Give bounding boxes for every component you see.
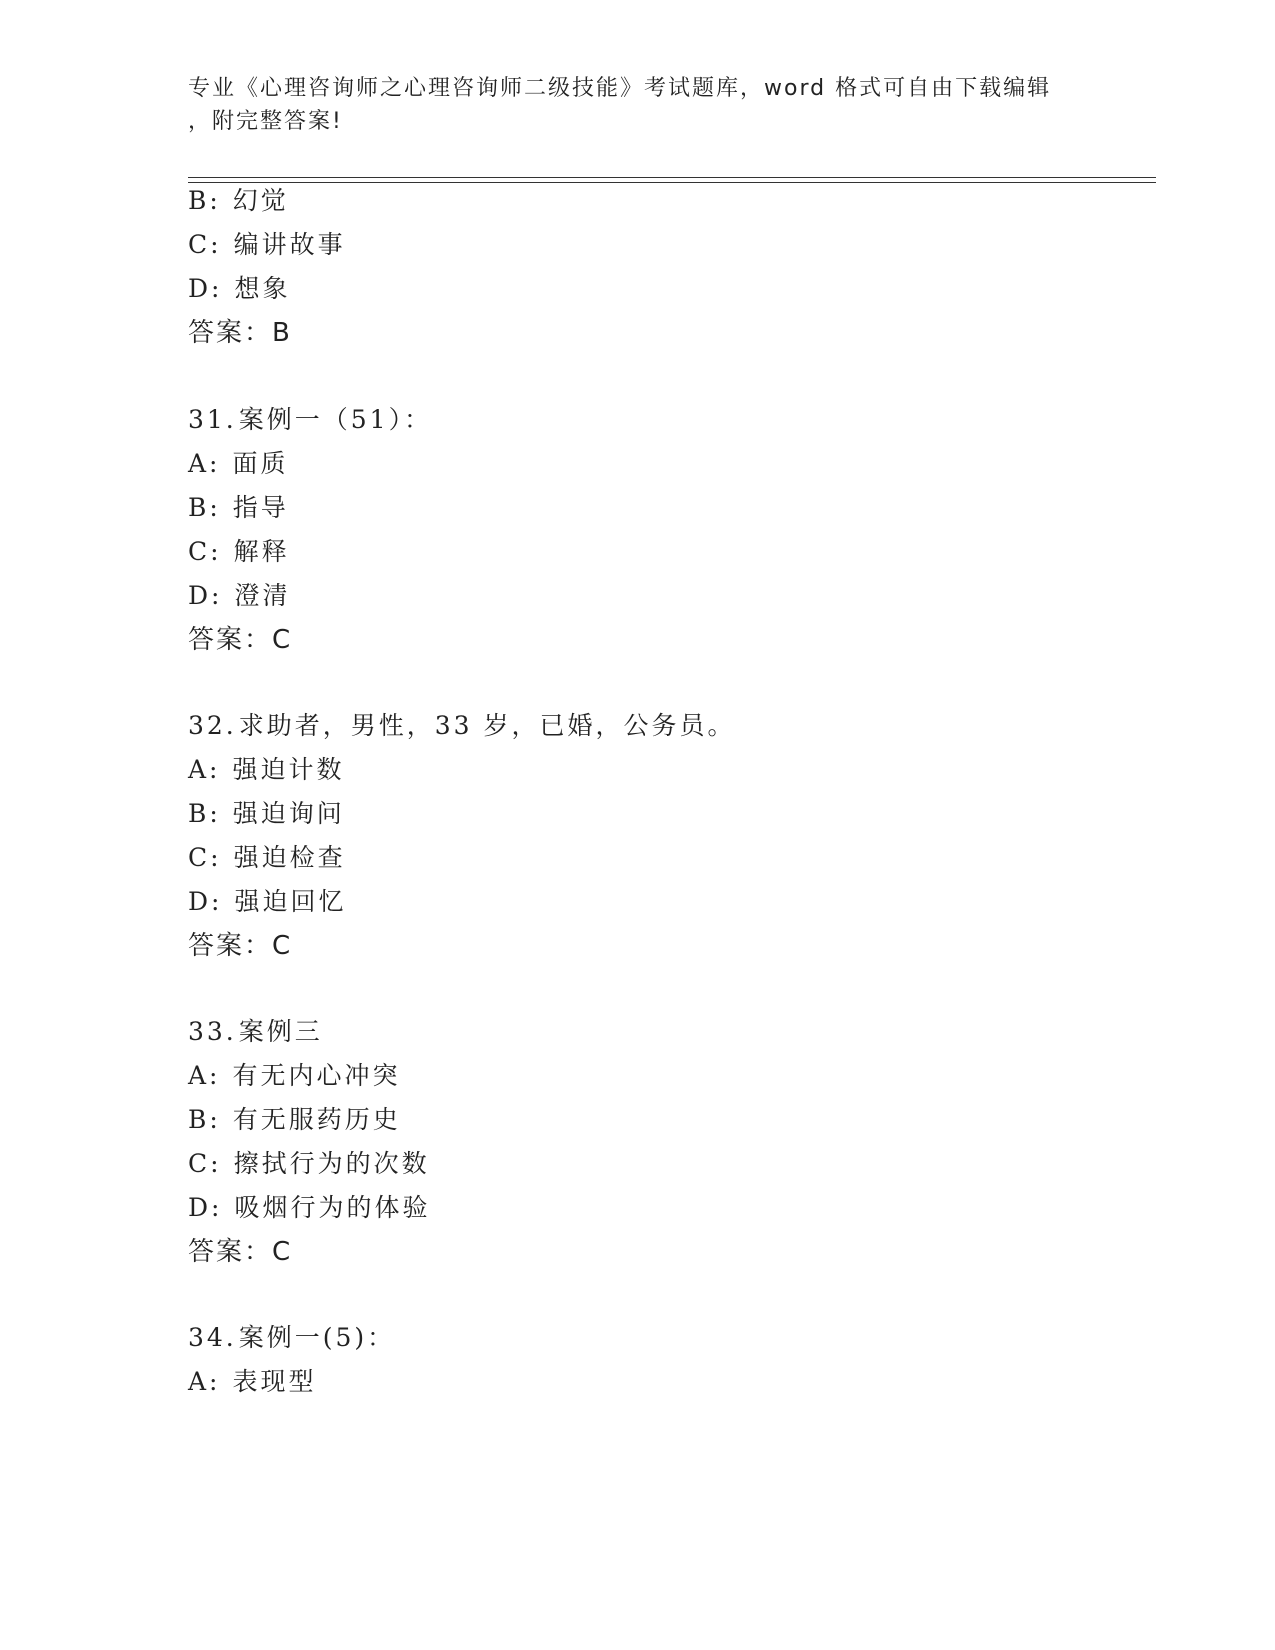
option-a <box>188 449 289 479</box>
option-label: D: <box>188 274 223 303</box>
option-b <box>188 493 289 523</box>
option-label: D: <box>188 581 223 610</box>
option-label: C: <box>188 1149 222 1178</box>
document-header <box>188 72 1088 138</box>
option-text: 幻觉 <box>232 186 289 215</box>
option-d <box>188 887 346 917</box>
option-d <box>188 1193 430 1223</box>
question-number: 34. <box>188 1323 237 1352</box>
option-label: C: <box>188 537 222 566</box>
option-text: 擦拭行为的次数 <box>233 1149 430 1178</box>
option-label: C: <box>188 843 222 872</box>
option-text: 强迫询问 <box>232 799 345 828</box>
option-a <box>188 755 345 785</box>
option-d <box>188 274 290 304</box>
option-label: A: <box>188 1061 221 1090</box>
option-text: 面质 <box>232 449 289 478</box>
option-label: B: <box>188 493 221 522</box>
header-divider-bottom <box>188 182 1156 183</box>
option-label: D: <box>188 887 223 916</box>
header-divider-top <box>188 177 1156 178</box>
option-label: A: <box>188 449 221 478</box>
option-a <box>188 1367 317 1397</box>
answer-line: 答案：C <box>188 625 293 655</box>
option-text: 解释 <box>233 537 290 566</box>
question-text: 求助者，男性，33 岁，已婚，公务员。 <box>238 711 736 740</box>
option-label: B: <box>188 1105 221 1134</box>
question-31 <box>188 405 432 435</box>
option-label: A: <box>188 755 221 784</box>
answer-line: 答案：B <box>188 318 292 348</box>
option-b <box>188 799 345 829</box>
question-number: 33. <box>188 1017 237 1046</box>
option-label: B: <box>188 186 221 215</box>
option-label: C: <box>188 230 222 259</box>
option-a <box>188 1061 401 1091</box>
header-line-1: 专业《心理咨询师之心理咨询师二级技能》考试题库，word 格式可自由下载编辑 <box>188 76 1052 101</box>
option-c <box>188 230 346 260</box>
option-text: 强迫检查 <box>233 843 346 872</box>
option-label: D: <box>188 1193 223 1222</box>
option-text: 有无内心冲突 <box>232 1061 401 1090</box>
question-text: 案例一（51）： <box>238 405 433 434</box>
option-text: 有无服药历史 <box>232 1105 401 1134</box>
option-text: 澄清 <box>234 581 291 610</box>
header-line-2: ，附完整答案! <box>188 109 343 134</box>
option-d <box>188 581 290 611</box>
question-number: 31. <box>188 405 237 434</box>
option-b <box>188 1105 401 1135</box>
option-text: 吸烟行为的体验 <box>234 1193 431 1222</box>
option-text: 想象 <box>234 274 291 303</box>
option-label: A: <box>188 1367 221 1396</box>
option-b <box>188 186 289 216</box>
question-text: 案例一(5)： <box>238 1323 396 1352</box>
option-text: 指导 <box>232 493 289 522</box>
option-text: 强迫计数 <box>232 755 345 784</box>
question-text: 案例三 <box>238 1017 323 1046</box>
question-33 <box>188 1017 323 1047</box>
option-c <box>188 1149 430 1179</box>
question-34 <box>188 1323 395 1353</box>
option-label: B: <box>188 799 221 828</box>
answer-line: 答案：C <box>188 1237 293 1267</box>
question-32 <box>188 711 736 741</box>
option-text: 编讲故事 <box>233 230 346 259</box>
answer-line: 答案：C <box>188 931 293 961</box>
option-text: 表现型 <box>232 1367 317 1396</box>
option-text: 强迫回忆 <box>234 887 347 916</box>
option-c <box>188 843 346 873</box>
question-number: 32. <box>188 711 237 740</box>
option-c <box>188 537 290 567</box>
